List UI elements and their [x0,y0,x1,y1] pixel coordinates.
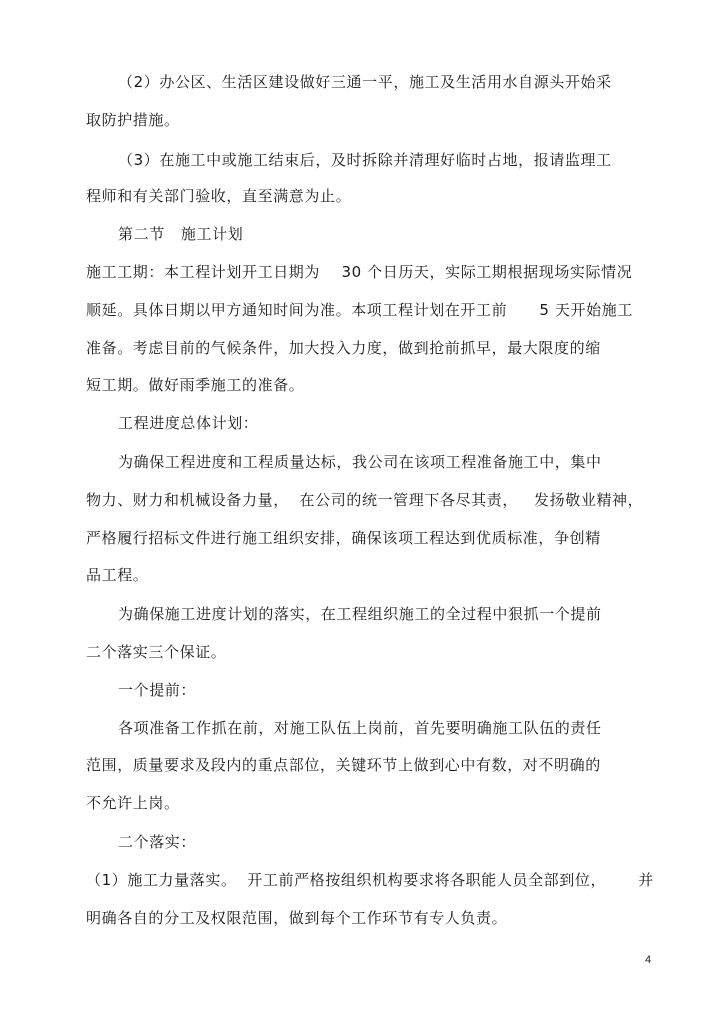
text-line: 取防护措施。 [86,111,180,129]
text-line: 为确保工程进度和工程质量达标，我公司在该项工程准备施工中，集中 [118,453,602,471]
text-line: 明确各自的分工及权限范围，做到每个工作环节有专人负责。 [86,909,508,927]
page-number: 4 [645,954,652,966]
section-heading: 第二节 施工计划 [118,225,244,243]
text-line: 严格履行招标文件进行施工组织安排，确保该项工程达到优质标准，争创精 [86,529,601,547]
text-line: 品工程。 [86,566,149,584]
text-line: （1）施工力量落实。 开工前严格按组织机构要求将各职能人员全部到位， 并 [86,871,654,889]
text-line: 不允许上岗。 [86,794,180,812]
subheading: 工程进度总体计划： [118,414,259,432]
text-line: 各项准备工作抓在前，对施工队伍上岗前，首先要明确施工队伍的责任 [118,719,602,737]
subheading: 一个提前： [118,681,197,699]
text-line: 短工期。做好雨季施工的准备。 [86,376,305,394]
text-line: 物力、财力和机械设备力量， 在公司的统一管理下各尽其责， 发扬敬业精神， [86,491,644,509]
text-line: 二个落实三个保证。 [86,643,227,661]
text-line: 程师和有关部门验收，直至满意为止。 [86,187,352,205]
text-line: 为确保施工进度计划的落实，在工程组织施工的全过程中狠抓一个提前 [118,605,602,623]
text-line: 施工工期：本工程计划开工日期为 30 个日历天，实际工期根据现场实际情况 [86,263,633,281]
subheading: 二个落实： [118,833,197,851]
text-line: （3）在施工中或施工结束后，及时拆除并清理好临时占地，报请监理工 [118,151,612,169]
text-line: 范围，质量要求及段内的重点部位，关键环节上做到心中有数，对不明确的 [86,756,601,774]
text-line: 顺延。具体日期以甲方通知时间为准。本项工程计划在开工前 5 天开始施工 [86,301,633,319]
text-line: 准备。考虑目前的气候条件，加大投入力度，做到抢前抓早，最大限度的缩 [86,339,601,357]
text-line: （2）办公区、生活区建设做好三通一平，施工及生活用水自源头开始采 [118,73,612,91]
